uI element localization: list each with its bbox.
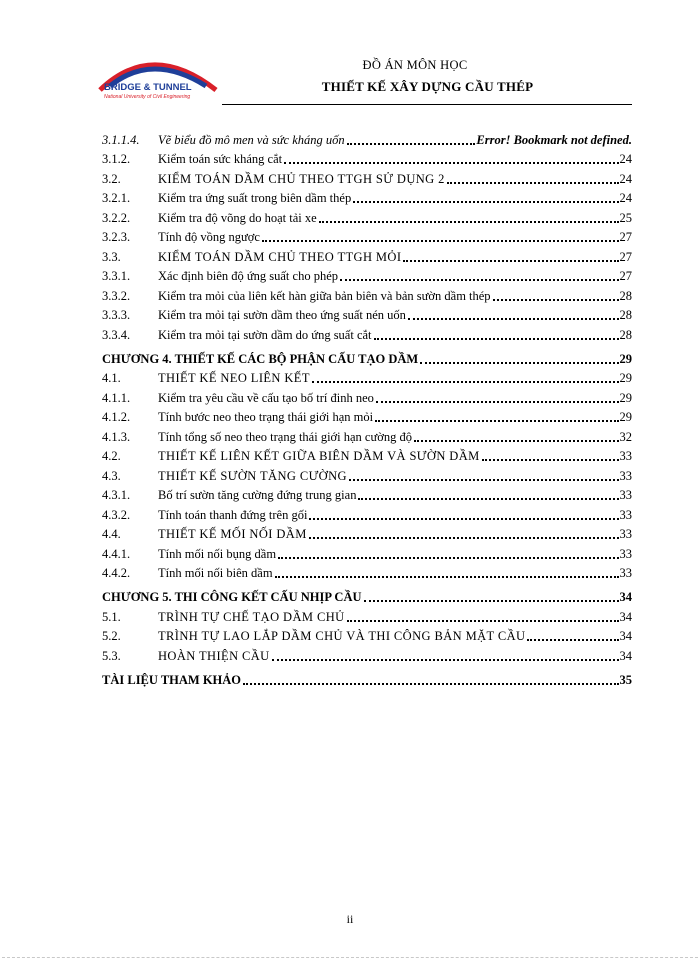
toc-dot-leader [493, 299, 619, 301]
toc-entry-title: TRÌNH TỰ CHẾ TẠO DẦM CHỦ [158, 609, 345, 624]
toc-entry[interactable] [102, 625, 632, 645]
toc-entry-title: Vẽ biểu đồ mô men và sức kháng uốn [158, 132, 345, 147]
toc-dot-leader [319, 221, 619, 223]
toc-entry-number: 3.3.4. [102, 327, 131, 342]
toc-dot-leader [312, 381, 619, 383]
toc-entry-number: 4.1.2. [102, 410, 131, 424]
toc-entry-title: Kiểm tra mỏi của liên kết hàn giữa bản biên và bản sườn dầm thép [158, 288, 491, 303]
toc-dot-leader [420, 362, 618, 364]
toc-dot-leader [262, 240, 619, 242]
toc-entry-page: 34 [619, 590, 632, 604]
toc-entry-number: 3.3.3. [102, 308, 131, 322]
toc-dot-leader [447, 182, 619, 184]
svg-text:BRIDGE & TUNNEL: BRIDGE & TUNNEL [104, 82, 192, 93]
toc-entry-title: Bố trí sườn tăng cường đứng trung gian [158, 488, 357, 502]
toc-entry-title: Kiểm toán sức kháng cắt [158, 152, 283, 166]
toc-entry-page: 33 [619, 527, 632, 541]
toc-dot-leader [272, 659, 619, 661]
toc-entry-title: CHƯƠNG 4. THIẾT KẾ CÁC BỘ PHẬN CẤU TẠO DẦM [102, 351, 419, 366]
toc-entry-page: 34 [619, 648, 632, 663]
toc-dot-leader [340, 279, 619, 281]
course-header: ĐỒ ÁN MÔN HỌC [362, 58, 468, 72]
toc-entry-page: 24 [619, 152, 632, 166]
toc-entry[interactable] [102, 386, 632, 406]
toc-dot-leader [347, 620, 619, 622]
toc-entry-number: 4.1.1. [102, 390, 131, 405]
toc-entry-title: Xác định biên độ ứng suất cho phép [158, 269, 338, 283]
table-of-contents [102, 128, 632, 688]
toc-dot-leader [358, 498, 618, 500]
toc-entry-number: 4.3.2. [102, 507, 131, 522]
toc-dot-leader [364, 600, 619, 602]
toc-entry-page: 27 [619, 249, 632, 264]
toc-entry-number: 4.1. [102, 371, 121, 385]
toc-dot-leader [353, 201, 618, 203]
toc-entry-number: 3.2.2. [102, 210, 131, 225]
toc-entry[interactable] [102, 323, 632, 343]
toc-entry-title: Tính bước neo theo trạng thái giới hạn mỏi [158, 410, 374, 424]
toc-entry-title: Tính tổng số neo theo trạng thái giới hạn cường độ [158, 429, 412, 444]
toc-entry-page: 34 [619, 609, 632, 624]
toc-entry-title: Kiểm tra ứng suất trong biên dầm thép [158, 191, 352, 205]
toc-entry-number: 4.2. [102, 449, 121, 463]
toc-entry-page: 28 [619, 288, 632, 303]
toc-entry-page: 33 [619, 546, 632, 561]
toc-entry-page: 33 [619, 449, 632, 463]
toc-entry-number: 3.3.1. [102, 269, 131, 283]
toc-entry[interactable] [102, 206, 632, 226]
toc-chapter-entry[interactable] [102, 664, 632, 688]
toc-entry[interactable] [102, 445, 632, 465]
toc-entry[interactable] [102, 284, 632, 304]
toc-entry-title: Tính mối nối biên dầm [158, 566, 273, 580]
toc-dot-leader [309, 537, 619, 539]
toc-entry-title: TRÌNH TỰ LAO LẮP DẦM CHỦ VÀ THI CÔNG BẢN MẶT CẦU [158, 629, 526, 643]
toc-entry-title: KIỂM TOÁN DẦM CHỦ THEO TTGH MỎI [158, 249, 402, 264]
toc-entry-page: 27 [619, 269, 632, 283]
toc-entry-number: 4.4.2. [102, 566, 131, 580]
toc-entry[interactable] [102, 562, 632, 582]
toc-entry-title: Tính độ vồng ngược [158, 230, 260, 244]
toc-dot-leader [376, 401, 619, 403]
svg-text:National University of Civil E: National University of Civil Engineering [104, 94, 191, 100]
toc-entry-title: KIỂM TOÁN DẦM CHỦ THEO TTGH SỬ DỤNG 2 [158, 171, 445, 186]
toc-entry-number: 3.2.1. [102, 191, 131, 205]
toc-entry[interactable] [102, 304, 632, 324]
toc-entry[interactable] [102, 226, 632, 246]
toc-entry-page: 25 [619, 210, 632, 225]
toc-dot-leader [284, 162, 618, 164]
toc-dot-leader [403, 260, 618, 262]
toc-entry-page: 33 [619, 566, 632, 580]
toc-entry-title: THIẾT KẾ LIÊN KẾT GIỮA BIÊN DẦM VÀ SƯỜN DẦM [158, 449, 480, 463]
toc-entry-title: CHƯƠNG 5. THI CÔNG KẾT CẤU NHỊP CẦU [102, 590, 362, 604]
toc-dot-leader [349, 479, 619, 481]
toc-entry-number: 4.4.1. [102, 546, 131, 561]
toc-entry-title: Kiểm tra yêu cầu về cấu tạo bố trí đinh neo [158, 390, 374, 405]
toc-entry-page: 28 [619, 327, 632, 342]
toc-entry-title: HOÀN THIỆN CẦU [158, 648, 270, 663]
toc-entry-number: 5.1. [102, 609, 121, 624]
toc-entry-number: 3.2.3. [102, 230, 131, 244]
bridge-tunnel-logo [92, 50, 222, 102]
toc-entry-page: 29 [619, 351, 632, 366]
toc-entry-title: TÀI LIỆU THAM KHẢO [102, 672, 242, 687]
toc-entry[interactable] [102, 523, 632, 543]
toc-dot-leader [414, 440, 619, 442]
toc-dot-leader [275, 576, 619, 578]
toc-entry-title: Kiểm tra mỏi tại sườn dầm do ứng suất cắt [158, 327, 372, 342]
toc-entry-page: 29 [619, 371, 632, 385]
toc-entry-number: 3.1.1.4. [102, 132, 140, 147]
toc-entry-page: 34 [619, 629, 632, 643]
toc-entry-number: 3.1.2. [102, 152, 131, 166]
toc-entry[interactable] [102, 644, 632, 664]
toc-dot-leader [374, 338, 619, 340]
toc-entry[interactable] [102, 167, 632, 187]
toc-entry-number: 4.4. [102, 527, 121, 541]
toc-entry[interactable] [102, 406, 632, 426]
toc-entry-page: 27 [619, 230, 632, 244]
page-bottom-border [2, 957, 698, 958]
toc-dot-leader [278, 557, 618, 559]
toc-entry-page: 35 [619, 672, 632, 687]
toc-entry-number: 3.2. [102, 171, 121, 186]
toc-entry-page: 33 [619, 507, 632, 522]
toc-entry-title: Tính mối nối bụng dầm [158, 546, 277, 561]
toc-entry[interactable] [102, 542, 632, 562]
toc-dot-leader [375, 420, 618, 422]
toc-entry[interactable] [102, 484, 632, 504]
toc-entry[interactable] [102, 367, 632, 387]
toc-entry-page: 29 [619, 390, 632, 405]
toc-entry-number: 4.1.3. [102, 429, 131, 444]
toc-entry[interactable] [102, 265, 632, 285]
toc-dot-leader [527, 639, 618, 641]
toc-entry-page: 28 [619, 308, 632, 322]
toc-dot-leader [243, 683, 618, 685]
toc-entry-page: 29 [619, 410, 632, 424]
toc-entry-title: THIẾT KẾ MỐI NỐI DẦM [158, 527, 307, 541]
toc-entry-title: THIẾT KẾ NEO LIÊN KẾT [158, 371, 310, 385]
toc-dot-leader [347, 143, 476, 145]
toc-entry-number: 5.3. [102, 648, 121, 663]
toc-entry-page: 24 [619, 191, 632, 205]
toc-entry-number: 4.3. [102, 468, 121, 483]
toc-entry-page: 32 [619, 429, 632, 444]
toc-entry[interactable] [102, 128, 632, 148]
toc-entry-page: 24 [619, 171, 632, 186]
toc-entry[interactable] [102, 605, 632, 625]
toc-entry[interactable] [102, 245, 632, 265]
toc-entry-page: 33 [619, 488, 632, 502]
toc-entry-title: Kiểm tra mỏi tại sườn dầm theo ứng suất nén uốn [158, 308, 406, 322]
toc-entry-title: Kiểm tra độ võng do hoạt tải xe [158, 210, 317, 225]
toc-chapter-entry[interactable] [102, 343, 632, 367]
toc-dot-leader [482, 459, 619, 461]
toc-entry-number: 3.3.2. [102, 288, 131, 303]
toc-entry-page: 33 [619, 468, 632, 483]
toc-entry[interactable] [102, 425, 632, 445]
toc-entry-page: Error! Bookmark not defined. [476, 132, 632, 147]
toc-entry[interactable] [102, 148, 632, 168]
toc-entry-title: THIẾT KẾ SƯỜN TĂNG CƯỜNG [158, 468, 347, 483]
course-title: THIẾT KẾ XÂY DỰNG CẦU THÉP [321, 79, 534, 94]
header-divider [222, 104, 632, 105]
toc-chapter-entry[interactable] [102, 581, 632, 605]
toc-entry-title: Tính toán thanh đứng trên gối [158, 507, 308, 522]
toc-entry-number: 3.3. [102, 249, 121, 264]
toc-entry-number: 5.2. [102, 629, 121, 643]
toc-dot-leader [408, 318, 619, 320]
page-number: ii [346, 912, 354, 926]
toc-entry[interactable] [102, 187, 632, 207]
toc-entry[interactable] [102, 503, 632, 523]
toc-dot-leader [309, 518, 618, 520]
toc-entry[interactable] [102, 464, 632, 484]
toc-entry-number: 4.3.1. [102, 488, 131, 502]
